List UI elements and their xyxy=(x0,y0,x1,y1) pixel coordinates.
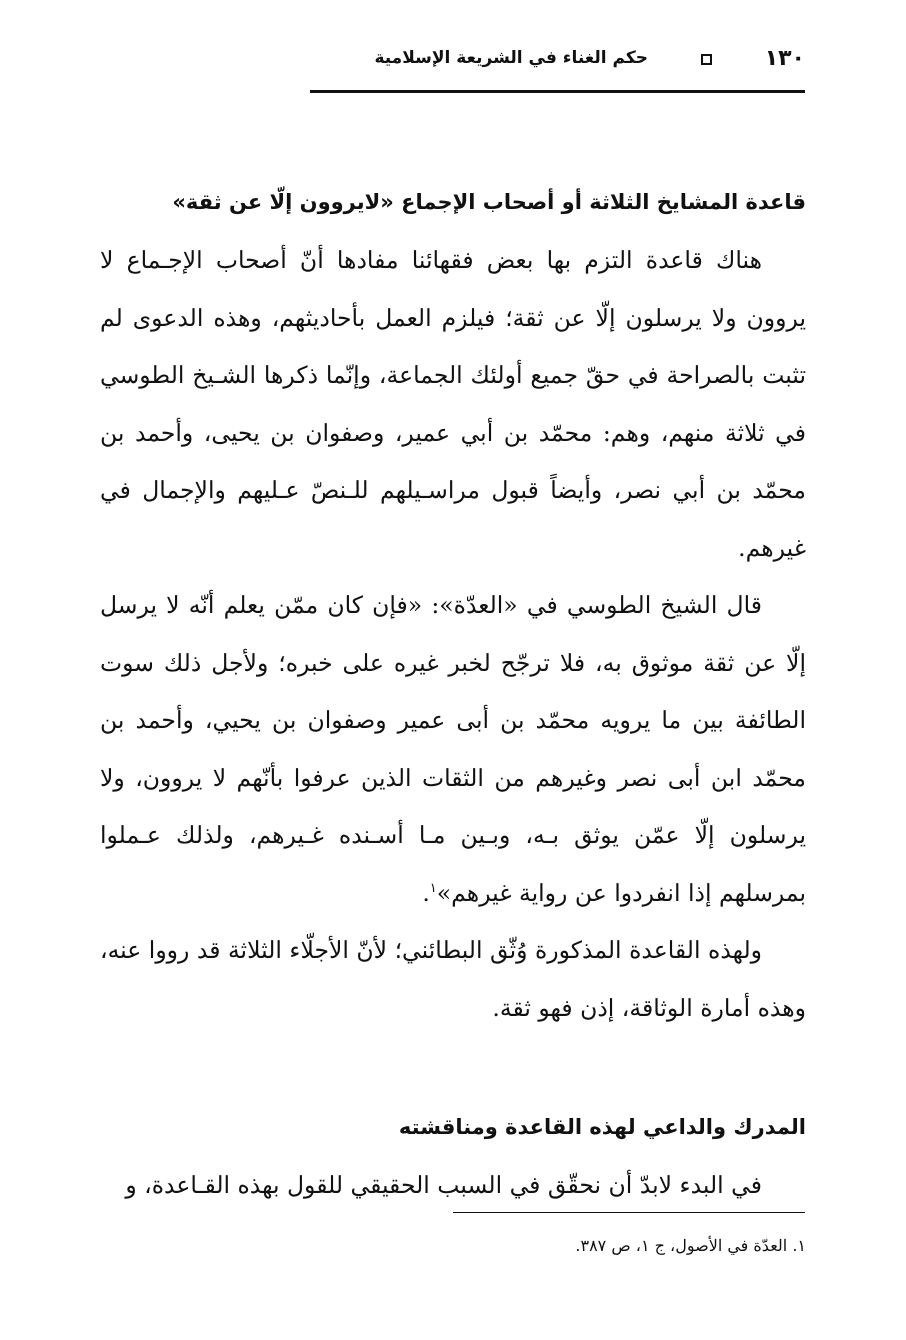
running-title: حكم الغناء في الشريعة الإسلامية xyxy=(374,48,648,68)
footnote-divider xyxy=(453,1212,805,1213)
running-header xyxy=(310,38,805,93)
section-heading: قاعدة المشايخ الثلاثة أو أصحاب الإجماع «لايروون إلّا عن ثقة» xyxy=(172,190,806,214)
paragraph: هناك قاعدة التزم بها بعض فقهائنا مفادها أنّ أصحاب الإجـماع لا يروون ولا يرسلون إلّا عن ثقة؛ فيلزم العمل بأحاديثهم، وهذه الدعوى لم تثبت بالصراحة في حقّ جميع أولئك الجماعة، وإنّما ذكرها الشـيخ الطوسي في ثلاثة منهم، وهم: محمّد بن أبي عمير، وصفوان بن يحيى، وأحمد بن محمّد بن أبي نصر، وأيضاً قبول مراسـيلهم للـنصّ عـليهم والإجمال في غيرهم. xyxy=(100,246,806,562)
footnote-marker: ١ xyxy=(429,880,437,896)
section-heading: المدرك والداعي لهذه القاعدة ومناقشته xyxy=(398,1115,806,1139)
square-ornament-icon xyxy=(701,54,712,65)
page-number: ١٣٠ xyxy=(764,46,805,71)
paragraph: ولهذه القاعدة المذكورة وُثّق البطائني؛ لأنّ الأجلّاء الثلاثة قد رووا عنه، وهذه أمارة الوثاقة، إذن فهو ثقة. xyxy=(100,936,806,1022)
footnote: ١. العدّة في الأصول، ج ١، ص ٣٨٧. xyxy=(575,1236,806,1255)
paragraph: في البدء لابدّ أن نحقّق في السبب الحقيقي للقول بهذه القـاعدة، و xyxy=(125,1171,762,1199)
main-text xyxy=(100,172,806,1215)
paragraph: قال الشيخ الطوسي في «العدّة»: «فإن كان ممّن يعلم أنّه لا يرسل إلّا عن ثقة موثوق به، فلا ترجّح لخبر غيره على خبره؛ ولأجل ذلك سوت الطائفة بين ما يرويه محمّد بن أبى عمير وصفوان بن يحيي، وأحمد بن محمّد ابن أبى نصر وغيرهم من الثقات الذين عرفوا بأنّهم لا يروون، ولا يرسلون إلّا عمّن يوثق بـه، وبـين مـا أسـنده غـيرهم، ولذلك عـملوا بمرسلهم إذا انفردوا عن رواية غيرهم»$^١$. xyxy=(100,591,806,907)
quotation-text: قال الشيخ الطوسي في «العدّة»: «فإن كان ممّن يعلم أنّه لا يرسل إلّا عن ثقة موثوق به، فلا ترجّح لخبر غيره على خبره؛ ولأجل ذلك سوت الطائفة بين ما يرويه محمّد بن أبى عمير وصفوان بن يحيي، وأحمد بن محمّد ابن أبى نصر وغيرهم من الثقات الذين عرفوا بأنّهم لا يروون، ولا يرسلون إلّا عمّن يوثق بـه، وبـين مـا أسـنده غـيرهم، ولذلك عـملوا بمرسلهم إذا انفردوا عن رواية غيرهم» xyxy=(100,591,806,907)
